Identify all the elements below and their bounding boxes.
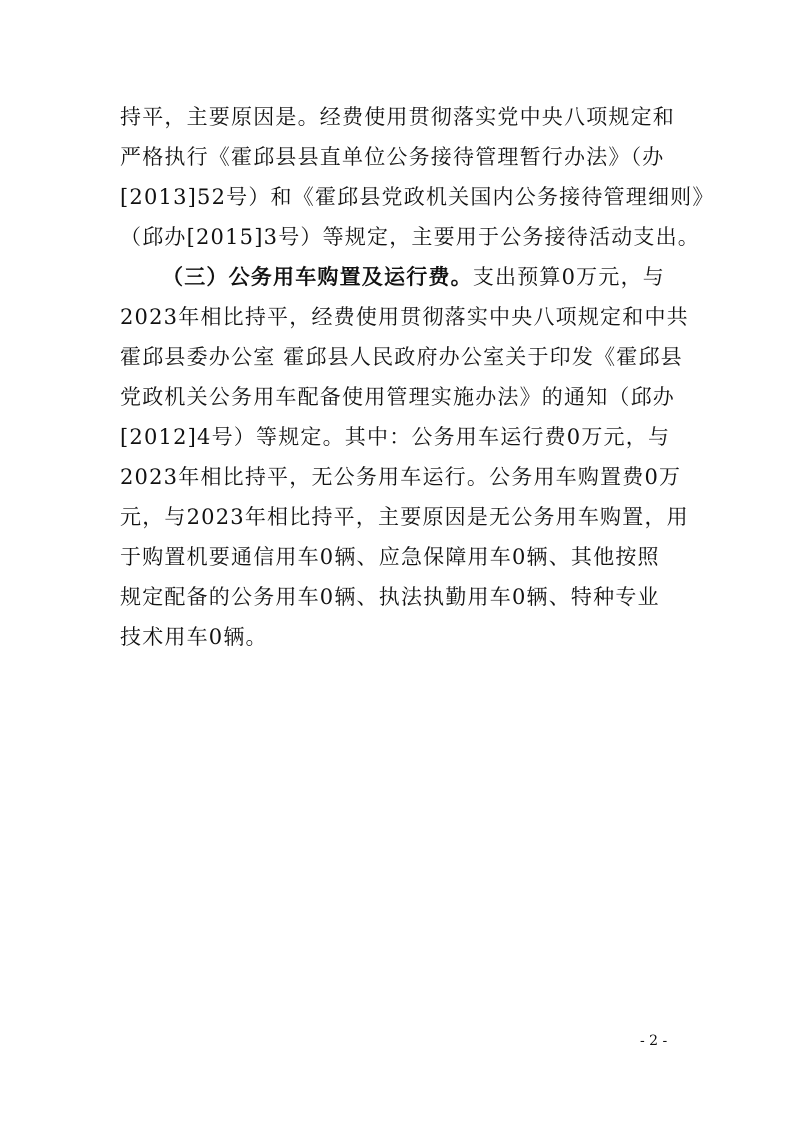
body-text-line: [2013]52号）和《霍邱县党政机关国内公务接待管理细则》 (120, 185, 715, 209)
page-number: - 2 - (640, 1033, 668, 1049)
body-text-line: 严格执行《霍邱县县直单位公务接待管理暂行办法》（办 (120, 145, 665, 169)
body-text-line: 党政机关公务用车配备使用管理实施办法》的通知（邱办 (120, 385, 675, 409)
body-text-line: 技术用车0辆。 (120, 625, 268, 649)
body-text-line: 2023年相比持平，无公务用车运行。公务用车购置费0万 (120, 465, 682, 489)
body-text-line: 持平，主要原因是。经费使用贯彻落实党中央八项规定和 (120, 105, 675, 129)
section-heading: （三）公务用车购置及运行费。 (162, 264, 473, 289)
body-text-line: 元，与2023年相比持平，主要原因是无公务用车购置，用 (120, 505, 689, 529)
body-text-line: 霍邱县委办公室 霍邱县人民政府办公室关于印发《霍邱县 (120, 345, 683, 369)
body-text-line: 2023年相比持平，经费使用贯彻落实中央八项规定和中共 (120, 305, 689, 329)
section-heading-line (162, 264, 675, 290)
body-text-line: （邱办[2015]3号）等规定，主要用于公务接待活动支出。 (120, 225, 700, 249)
body-text-line: 规定配备的公务用车0辆、执法执勤用车0辆、特种专业 (120, 585, 660, 609)
section-heading-rest: 支出预算0万元，与 (472, 265, 665, 289)
body-text-line: [2012]4号）等规定。其中：公务用车运行费0万元，与 (120, 425, 671, 449)
body-text-line: 于购置机要通信用车0辆、应急保障用车0辆、其他按照 (120, 545, 660, 569)
